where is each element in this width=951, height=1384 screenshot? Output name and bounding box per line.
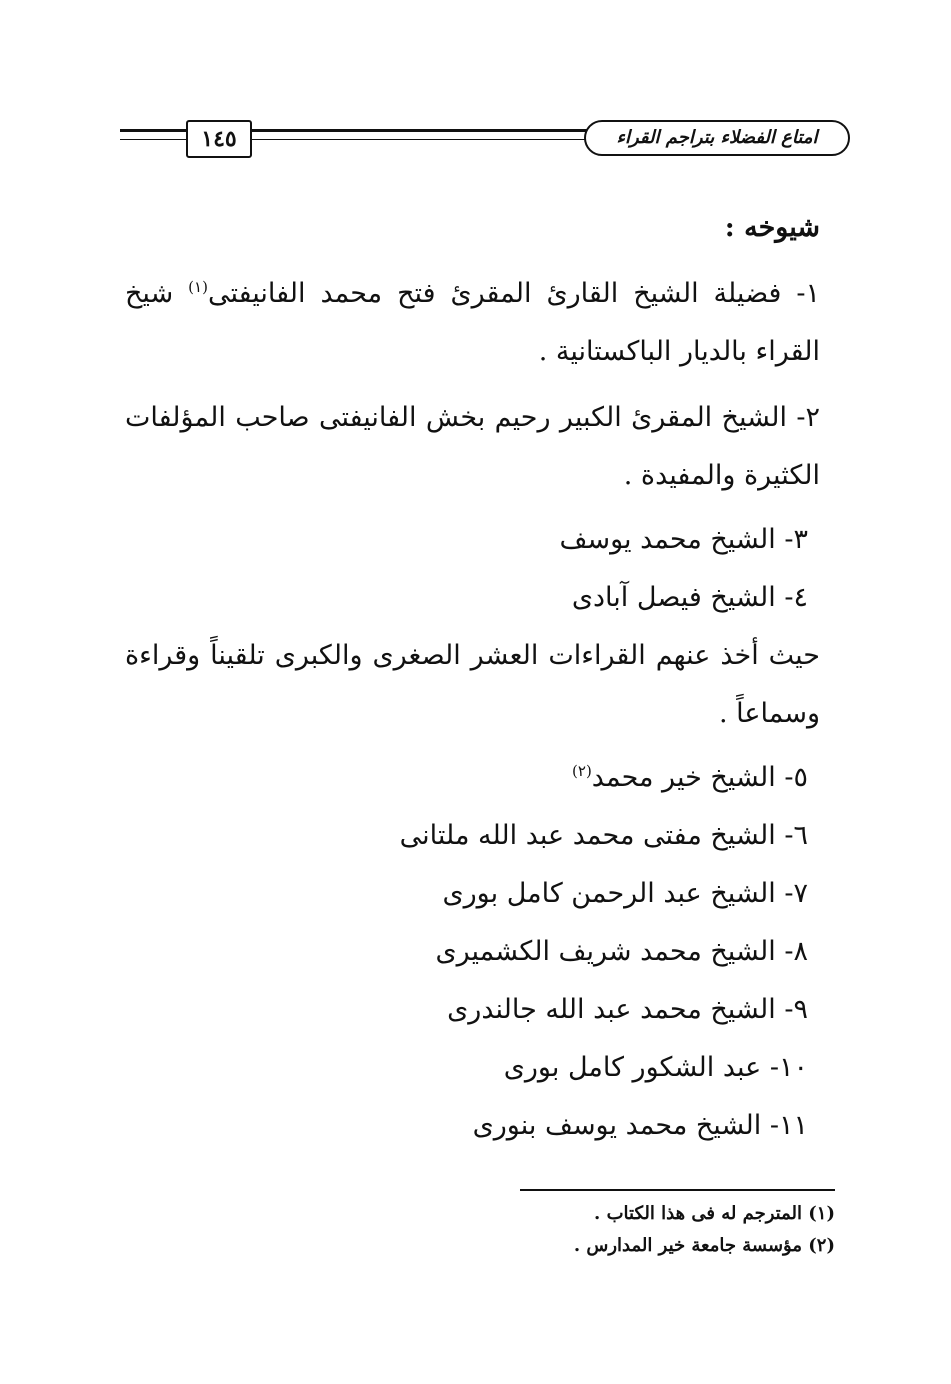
item-number: ٦- bbox=[784, 820, 808, 851]
item-text-continued: شيخ القراء بالديار الباكستانية . bbox=[125, 278, 820, 367]
book-title: امتاع الفضلاء بتراجم القراء bbox=[584, 120, 850, 156]
teacher-item-7 bbox=[125, 865, 820, 923]
item-text: الشيخ محمد عبد الله جالندرى bbox=[447, 994, 776, 1025]
teacher-item-6 bbox=[125, 807, 820, 865]
middle-paragraph: حيث أخذ عنهم القراءات العشر الصغرى والكبرى تلقيناً وقراءة وسماعاً . bbox=[125, 640, 820, 729]
item-number: ١٠- bbox=[769, 1052, 808, 1083]
footnote-ref: (١) bbox=[188, 278, 208, 296]
item-text: الشيخ فيصل آبادى bbox=[571, 582, 776, 613]
item-text: الشيخ المقرئ الكبير رحيم بخش الفانيفتى صاحب المؤلفات الكثيرة والمفيدة . bbox=[125, 402, 820, 491]
teacher-item-3 bbox=[125, 511, 820, 569]
item-text: عبد الشكور كامل بورى bbox=[503, 1052, 762, 1083]
footnote-1 bbox=[400, 1198, 835, 1230]
teacher-item-4 bbox=[125, 569, 820, 627]
teacher-item-9 bbox=[125, 981, 820, 1039]
section-heading: شيوخه : bbox=[724, 212, 820, 243]
footnote-ref: (٢) bbox=[572, 762, 592, 780]
item-number: ٥- bbox=[784, 762, 808, 793]
item-number: ٩- bbox=[784, 994, 808, 1025]
item-number: ٤- bbox=[784, 582, 808, 613]
item-number: ١١- bbox=[769, 1110, 808, 1141]
item-text: الشيخ محمد يوسف bbox=[559, 524, 776, 555]
teacher-item-1 bbox=[125, 265, 820, 381]
footnote-separator bbox=[520, 1189, 835, 1191]
teacher-item-11 bbox=[125, 1097, 820, 1155]
header-rule-middle-inner bbox=[250, 139, 590, 140]
item-text: الشيخ محمد شريف الكشميرى bbox=[435, 936, 776, 967]
footnote-text: المترجم له فى هذا الكتاب . bbox=[594, 1203, 802, 1224]
footnotes bbox=[400, 1198, 835, 1262]
item-text: الشيخ محمد يوسف بنورى bbox=[472, 1110, 762, 1141]
item-number: ٨- bbox=[784, 936, 808, 967]
header-rule-left-inner bbox=[120, 139, 190, 140]
item-text: الشيخ عبد الرحمن كامل بورى bbox=[442, 878, 776, 909]
page-body bbox=[125, 205, 820, 1155]
item-text: الشيخ مفتى محمد عبد الله ملتانى bbox=[399, 820, 776, 851]
header-rule-left-outer bbox=[120, 129, 190, 132]
item-number: ٧- bbox=[784, 878, 808, 909]
teacher-item-5 bbox=[125, 749, 820, 807]
teacher-item-2 bbox=[125, 389, 820, 505]
item-number: ٣- bbox=[784, 524, 808, 555]
item-number: ١- bbox=[796, 278, 820, 309]
footnote-2 bbox=[400, 1230, 835, 1262]
item-number: ٢- bbox=[796, 402, 820, 433]
footnote-text: مؤسسة جامعة خير المدارس . bbox=[573, 1235, 802, 1256]
item-text: الشيخ خير محمد bbox=[591, 762, 776, 793]
running-header bbox=[120, 112, 850, 162]
item-text: فضيلة الشيخ القارئ المقرئ فتح محمد الفانيفتى bbox=[207, 278, 782, 309]
teacher-item-8 bbox=[125, 923, 820, 981]
page-number: ١٤٥ bbox=[186, 120, 252, 158]
teacher-item-10 bbox=[125, 1039, 820, 1097]
footnote-mark: (٢) bbox=[808, 1235, 835, 1256]
footnote-mark: (١) bbox=[808, 1203, 835, 1224]
header-rule-middle-outer bbox=[250, 129, 590, 132]
